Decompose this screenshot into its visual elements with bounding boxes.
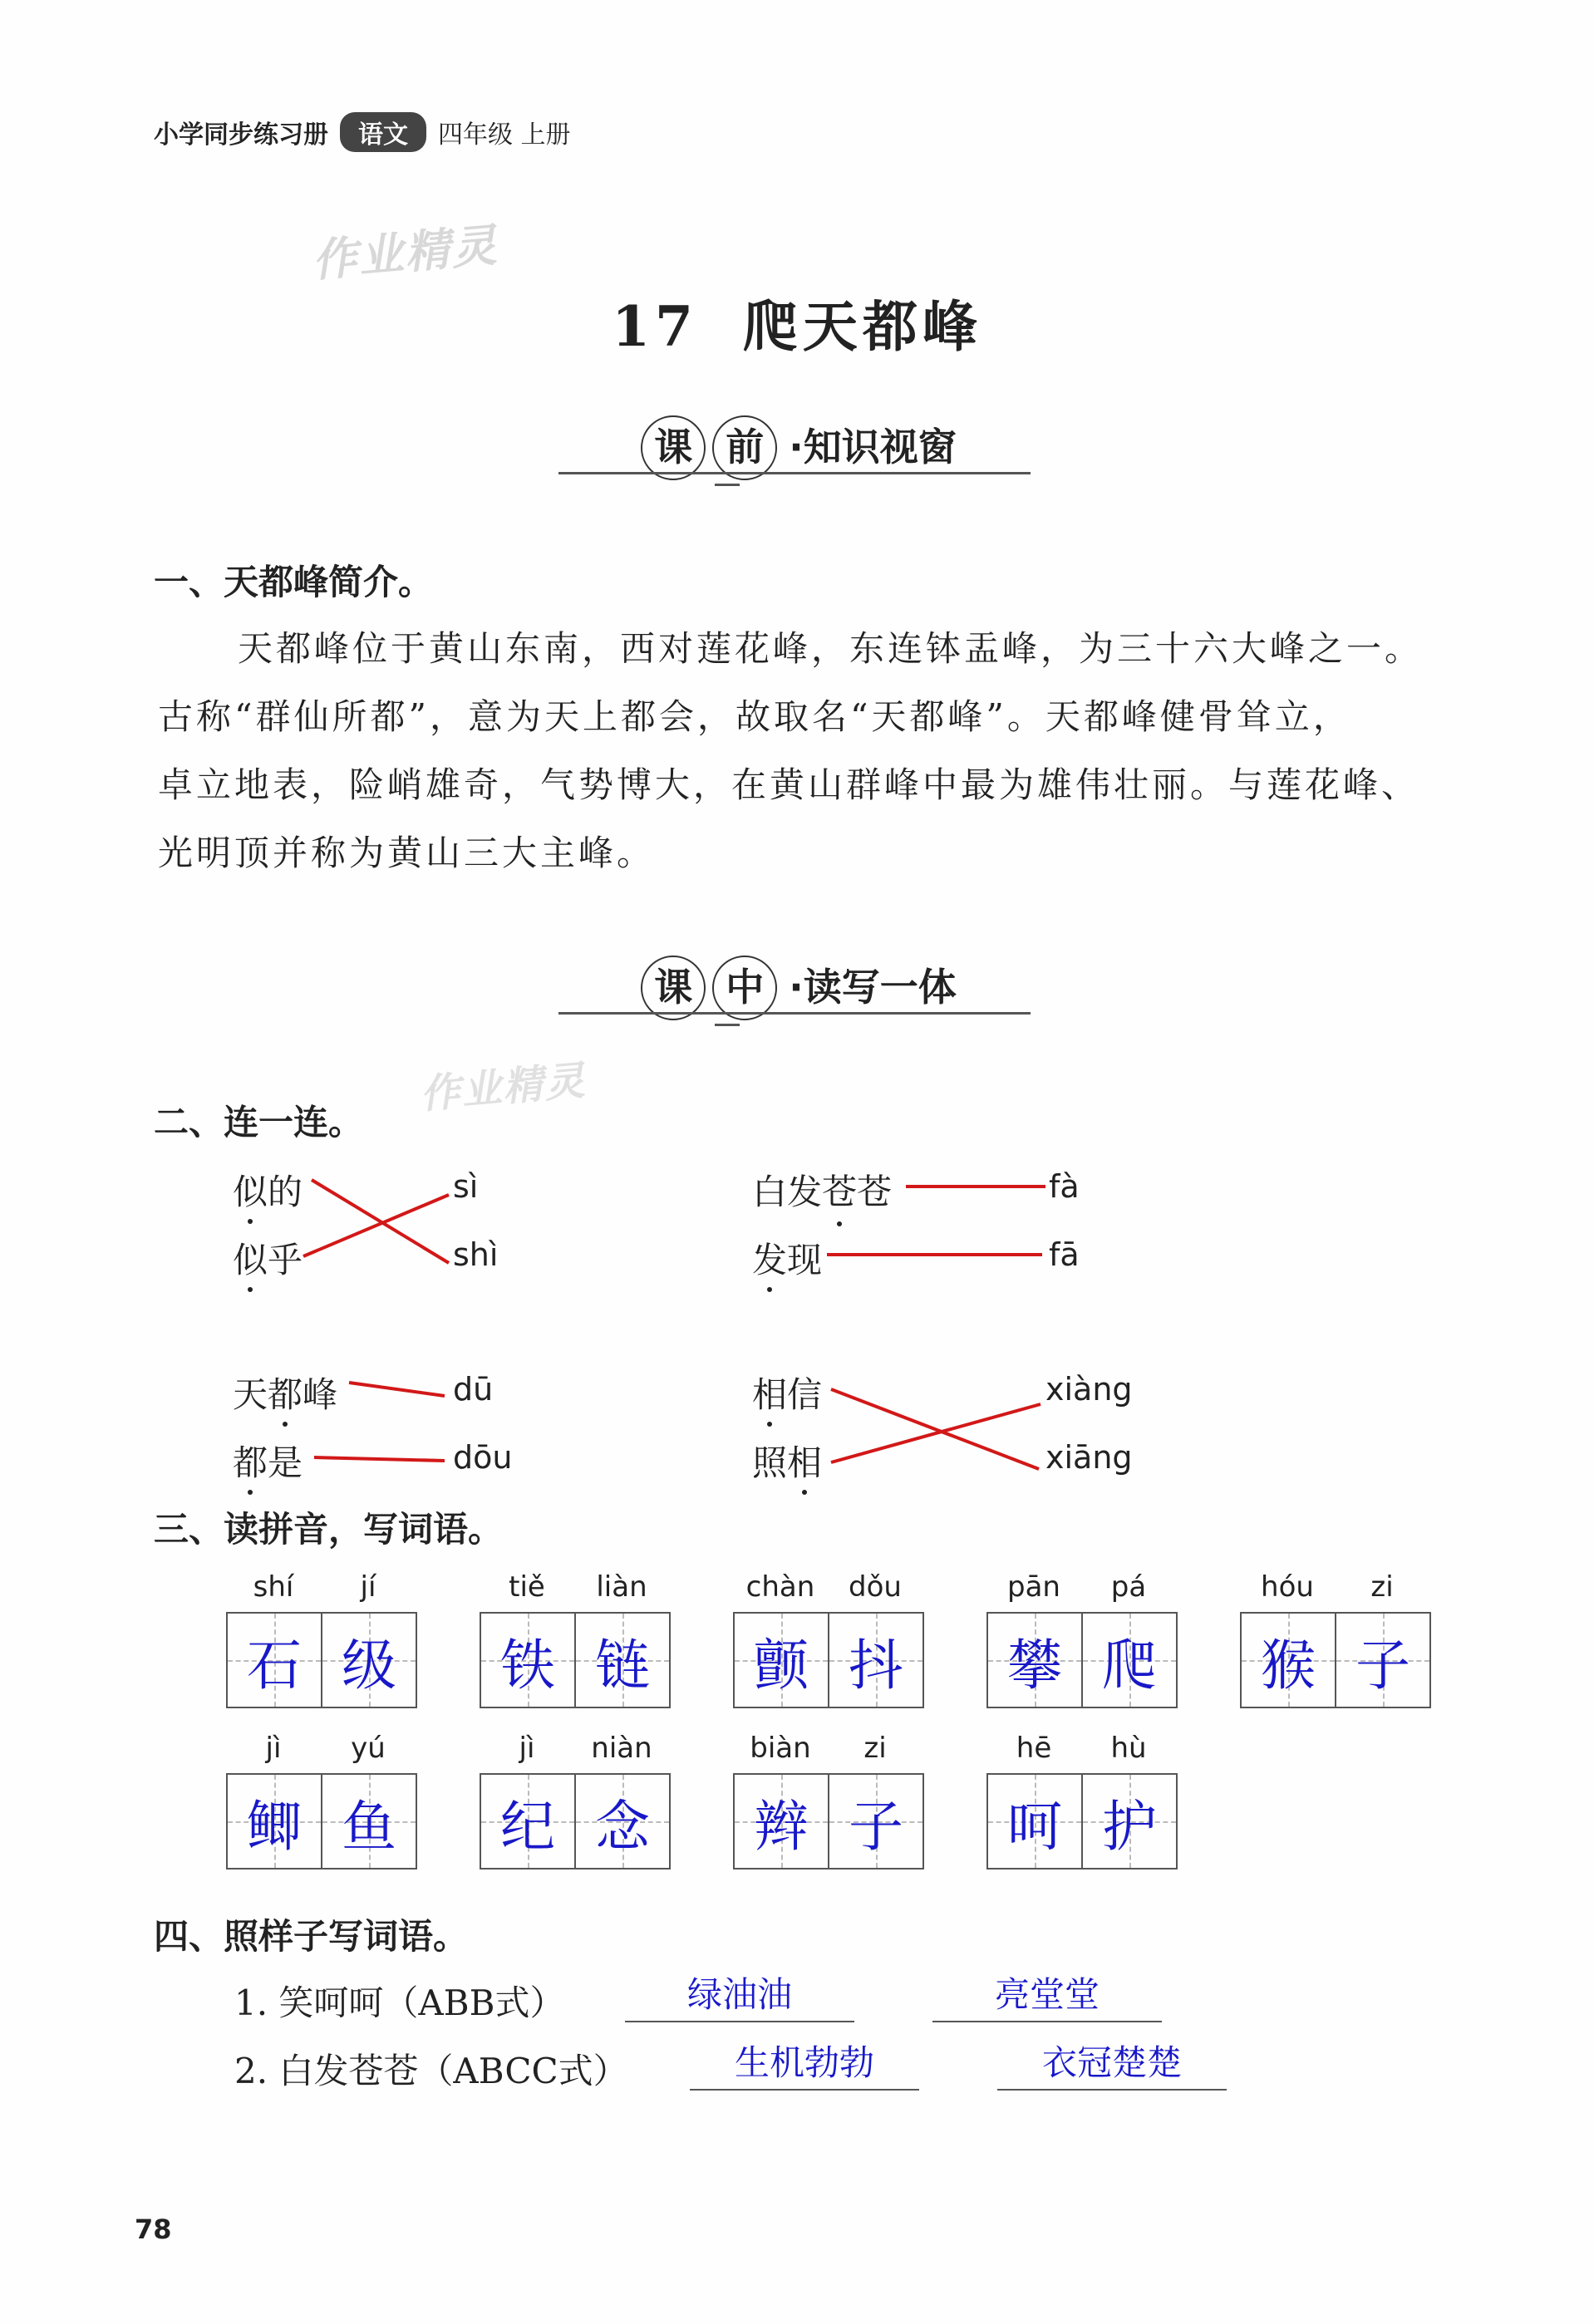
passage-line: 古称“群仙所都”，意为天上都会，故取名“天都峰”。天都峰健骨耸立，: [158, 696, 1351, 737]
grid-pinyin: biàn: [750, 1732, 811, 1765]
grid-char: 辫: [754, 1794, 809, 1859]
grid-pinyin: pān: [1007, 1570, 1060, 1604]
word-grid: [226, 1570, 417, 1708]
grid-pinyin: hóu: [1261, 1570, 1314, 1604]
match-line: [314, 1457, 445, 1461]
match-word: 似乎: [233, 1240, 303, 1280]
match-pinyin: fà: [1049, 1168, 1080, 1205]
grid-pinyin: zi: [1370, 1570, 1394, 1604]
grid-char: 颤: [754, 1633, 809, 1698]
match-word: 都是: [233, 1442, 303, 1483]
section-title: ·读写一体: [789, 965, 957, 1010]
passage-line: 卓立地表，险峭雄奇，气势博大，在黄山群峰中最为雄伟壮丽。与莲花峰、: [158, 764, 1420, 805]
grid-char: 子: [1355, 1633, 1410, 1698]
grid-char: 攀: [1007, 1633, 1062, 1698]
grid-pinyin: jì: [265, 1732, 282, 1765]
grid-pinyin: pá: [1110, 1570, 1147, 1604]
page-number: 78: [135, 2213, 172, 2245]
match-word: 白发苍苍: [752, 1165, 892, 1215]
grid-char: 抖: [849, 1633, 903, 1698]
word-grid: [733, 1732, 924, 1870]
grid-pinyin: zi: [863, 1732, 887, 1765]
grid-pinyin: hù: [1110, 1732, 1147, 1765]
grid-char: 鲫: [247, 1794, 302, 1859]
q1-title: 一、天都峰简介。: [154, 562, 434, 602]
book-title: 小学同步练习册: [154, 120, 328, 150]
match-word: 天都峰: [233, 1374, 338, 1415]
grid-pinyin: liàn: [596, 1570, 647, 1604]
q2-title: 二、连一连。: [154, 1102, 364, 1142]
section-title: ·知识视窗: [789, 425, 957, 469]
match-line: [312, 1180, 449, 1263]
grid-char: 护: [1102, 1794, 1157, 1859]
grid-pinyin: hē: [1016, 1732, 1052, 1765]
match-pinyin: xiāng: [1045, 1439, 1133, 1476]
grid-char: 子: [849, 1794, 903, 1859]
grid-char: 念: [595, 1794, 650, 1859]
section-char-2: 前: [712, 415, 777, 480]
word-grid: [226, 1732, 417, 1870]
subject-badge: 语文: [340, 112, 426, 152]
grid-char: 纪: [500, 1794, 555, 1859]
word-grid: [480, 1732, 671, 1870]
passage-line: 天都峰位于黄山东南，西对莲花峰，东连钵盂峰，为三十六大峰之一。: [238, 628, 1424, 669]
match-pinyin: sì: [453, 1168, 479, 1205]
answer-blank: 绿油油: [625, 1968, 854, 2022]
match-pinyin: fā: [1049, 1236, 1080, 1273]
watermark-top: 作业精灵: [310, 219, 500, 287]
grid-pinyin: jí: [360, 1570, 376, 1604]
grid-pinyin: dǒu: [849, 1570, 902, 1604]
grid-char: 猴: [1261, 1633, 1316, 1698]
grade-label: 四年级 上册: [438, 120, 571, 150]
grid-char: 链: [595, 1633, 650, 1698]
word-grid: [986, 1570, 1178, 1708]
match-pinyin: dū: [453, 1371, 494, 1408]
q4-title: 四、照样子写词语。: [154, 1916, 469, 1957]
match-word: 似的: [233, 1172, 303, 1212]
match-line: [831, 1389, 1039, 1469]
grid-char: 鱼: [342, 1794, 396, 1859]
word-grid: [480, 1570, 671, 1708]
section-char-1: 课: [641, 415, 706, 480]
example-label: 2. 白发苍苍（ABCC式）: [234, 2051, 628, 2091]
grid-pinyin: chàn: [745, 1570, 815, 1604]
section-char-2: 中: [712, 956, 777, 1020]
passage-line: 光明顶并称为黄山三大主峰。: [158, 833, 656, 873]
match-line: [831, 1404, 1041, 1462]
grid-char: 石: [247, 1633, 302, 1698]
answer-blank: 生机勃勃: [690, 2036, 919, 2091]
word-grid: [1240, 1570, 1431, 1708]
answer-blank: 衣冠楚楚: [997, 2036, 1227, 2091]
grid-pinyin: jì: [519, 1732, 535, 1765]
lesson-number: 17: [612, 294, 698, 359]
grid-pinyin: yú: [351, 1732, 386, 1765]
grid-char: 呵: [1007, 1794, 1062, 1859]
match-line: [349, 1383, 445, 1396]
grid-pinyin: niàn: [591, 1732, 652, 1765]
match-pinyin: dōu: [453, 1439, 513, 1476]
match-pinyin: xiàng: [1045, 1371, 1133, 1408]
word-grid: [986, 1732, 1178, 1870]
lesson-name: 爬天都峰: [742, 294, 982, 359]
watermark-middle: 作业精灵: [418, 1057, 588, 1118]
section-char-1: 课: [641, 956, 706, 1020]
grid-pinyin: shí: [253, 1570, 294, 1604]
word-grid: [733, 1570, 924, 1708]
grid-char: 铁: [500, 1633, 555, 1698]
match-word: 相信: [752, 1374, 823, 1415]
grid-char: 爬: [1102, 1633, 1157, 1698]
match-word: 发现: [752, 1240, 823, 1280]
match-pinyin: shì: [453, 1236, 499, 1273]
match-word: 照相: [752, 1442, 823, 1483]
match-line: [303, 1195, 449, 1256]
answer-blank: 亮堂堂: [932, 1968, 1162, 2022]
example-label: 1. 笑呵呵（ABB式）: [234, 1983, 565, 2023]
q3-title: 三、读拼音，写词语。: [154, 1509, 504, 1550]
grid-pinyin: tiě: [509, 1570, 545, 1604]
grid-char: 级: [342, 1633, 396, 1698]
